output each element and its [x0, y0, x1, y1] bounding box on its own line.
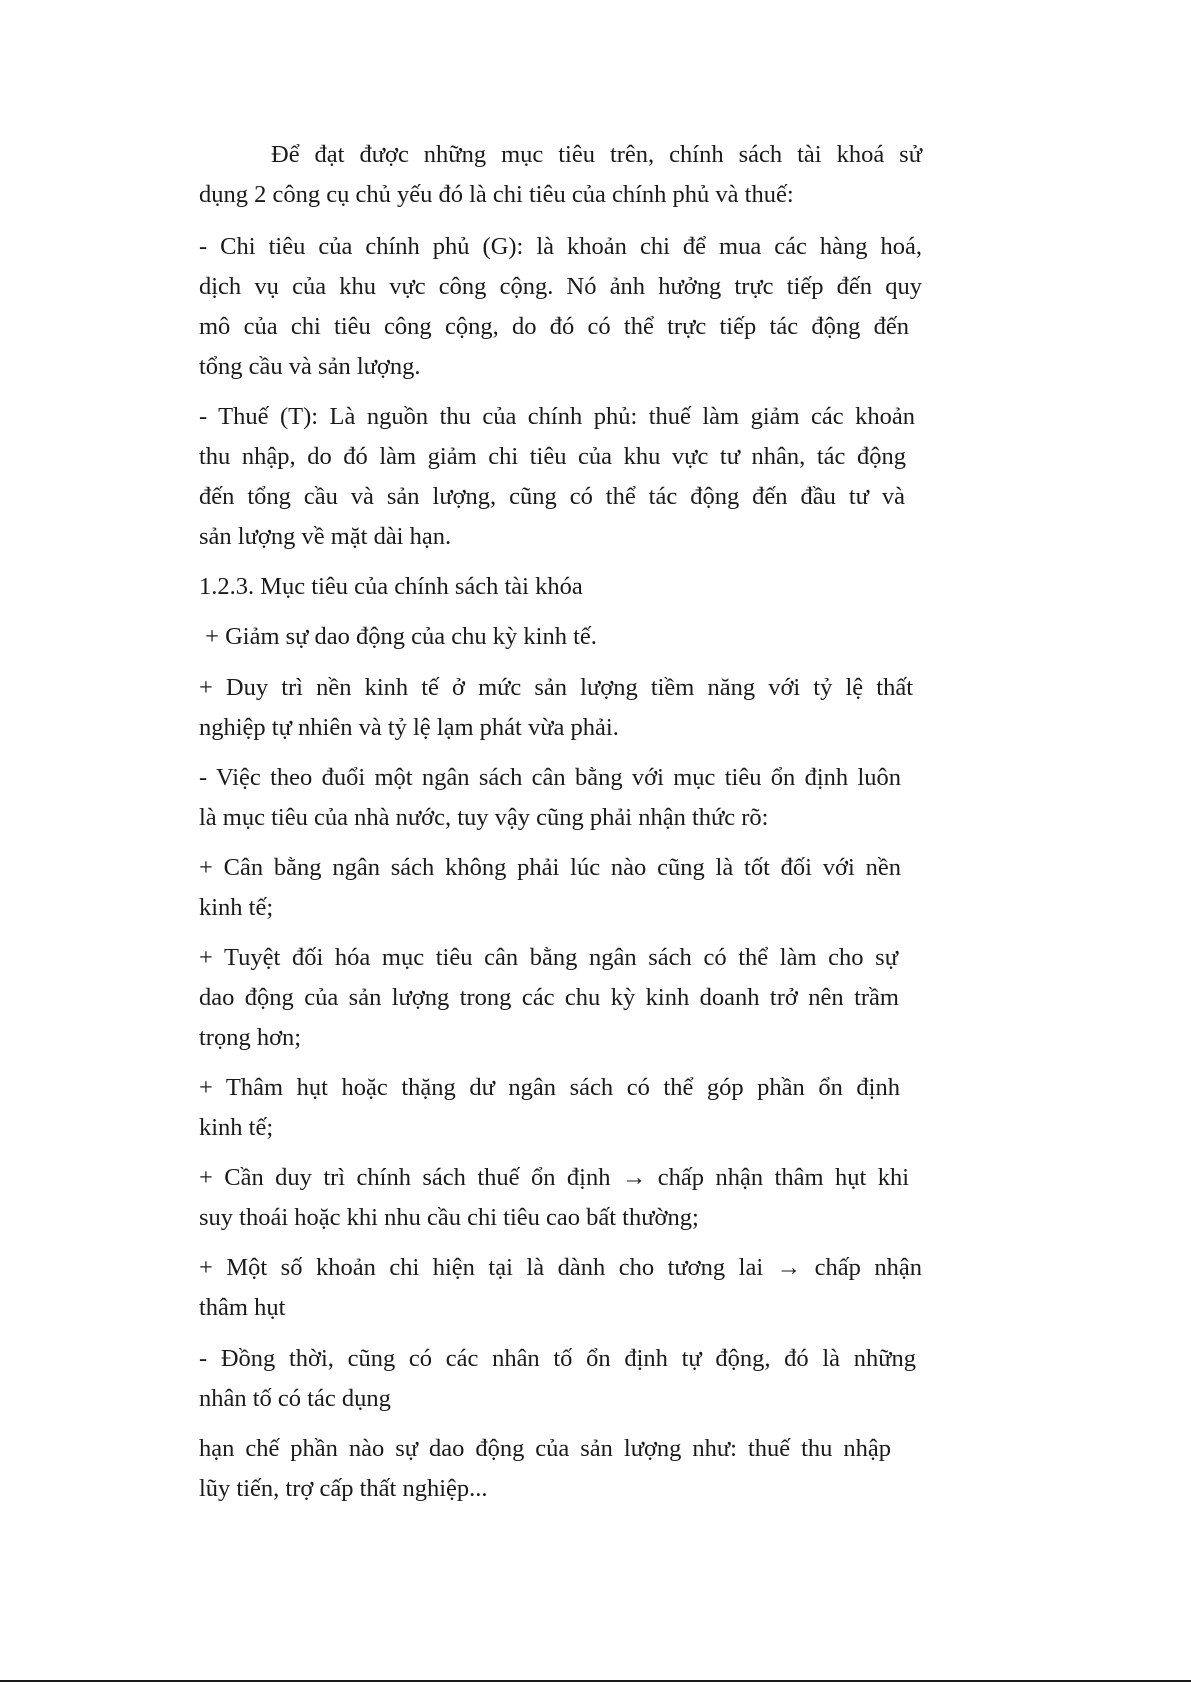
text-line: suy thoái hoặc khi nhu cầu chi tiêu cao bất thường; — [199, 1204, 699, 1231]
text-line: trọng hơn; — [199, 1024, 302, 1051]
text-line: + Một số khoản chi hiện tại là dành cho tương lai → chấp nhận — [199, 1254, 922, 1281]
text-line: - Đồng thời, cũng có các nhân tố ổn định tự động, đó là những — [199, 1345, 916, 1372]
text-line: + Giảm sự dao động của chu kỳ kinh tế. — [199, 623, 597, 650]
text-line: là mục tiêu của nhà nước, tuy vậy cũng phải nhận thức rõ: — [199, 804, 769, 831]
text-line: + Tuyệt đối hóa mục tiêu cân bằng ngân sách có thể làm cho sự — [199, 944, 898, 971]
text-line: thâm hụt — [199, 1294, 286, 1321]
text-line: kinh tế; — [199, 894, 274, 921]
text-line: đến tổng cầu và sản lượng, cũng có thể tác động đến đầu tư và — [199, 483, 905, 510]
text-line: dao động của sản lượng trong các chu kỳ kinh doanh trở nên trầm — [199, 984, 899, 1011]
text-line: tổng cầu và sản lượng. — [199, 353, 421, 380]
text-line: sản lượng về mặt dài hạn. — [199, 523, 452, 550]
text-line: Để đạt được những mục tiêu trên, chính sách tài khoá sử — [271, 141, 922, 168]
text-line: nghiệp tự nhiên và tỷ lệ lạm phát vừa phải. — [199, 714, 619, 741]
page-bottom-divider — [0, 1680, 1191, 1682]
text-line: + Thâm hụt hoặc thặng dư ngân sách có thể góp phần ổn định — [199, 1074, 900, 1101]
text-line: + Cần duy trì chính sách thuế ổn định → chấp nhận thâm hụt khi — [199, 1164, 909, 1191]
text-line: lũy tiến, trợ cấp thất nghiệp... — [199, 1475, 488, 1502]
text-line: - Chi tiêu của chính phủ (G): là khoản chi để mua các hàng hoá, — [199, 233, 922, 260]
text-line: thu nhập, do đó làm giảm chi tiêu của khu vực tư nhân, tác động — [199, 443, 906, 470]
text-line: kinh tế; — [199, 1114, 274, 1141]
text-line: + Cân bằng ngân sách không phải lúc nào cũng là tốt đối với nền — [199, 854, 901, 881]
text-line: dụng 2 công cụ chủ yếu đó là chi tiêu của chính phủ và thuế: — [199, 181, 794, 208]
text-line: - Thuế (T): Là nguồn thu của chính phủ: thuế làm giảm các khoản — [199, 403, 915, 430]
text-line: nhân tố có tác dụng — [199, 1385, 391, 1412]
text-line: mô của chi tiêu công cộng, do đó có thể trực tiếp tác động đến — [199, 313, 909, 340]
section-heading: 1.2.3. Mục tiêu của chính sách tài khóa — [199, 573, 583, 600]
text-line: dịch vụ của khu vực công cộng. Nó ảnh hưởng trực tiếp đến quy — [199, 273, 922, 300]
text-line: - Việc theo đuổi một ngân sách cân bằng với mục tiêu ổn định luôn — [199, 764, 901, 791]
text-line: + Duy trì nền kinh tế ở mức sản lượng tiềm năng với tỷ lệ thất — [199, 674, 913, 701]
text-line: hạn chế phần nào sự dao động của sản lượng như: thuế thu nhập — [199, 1435, 891, 1462]
